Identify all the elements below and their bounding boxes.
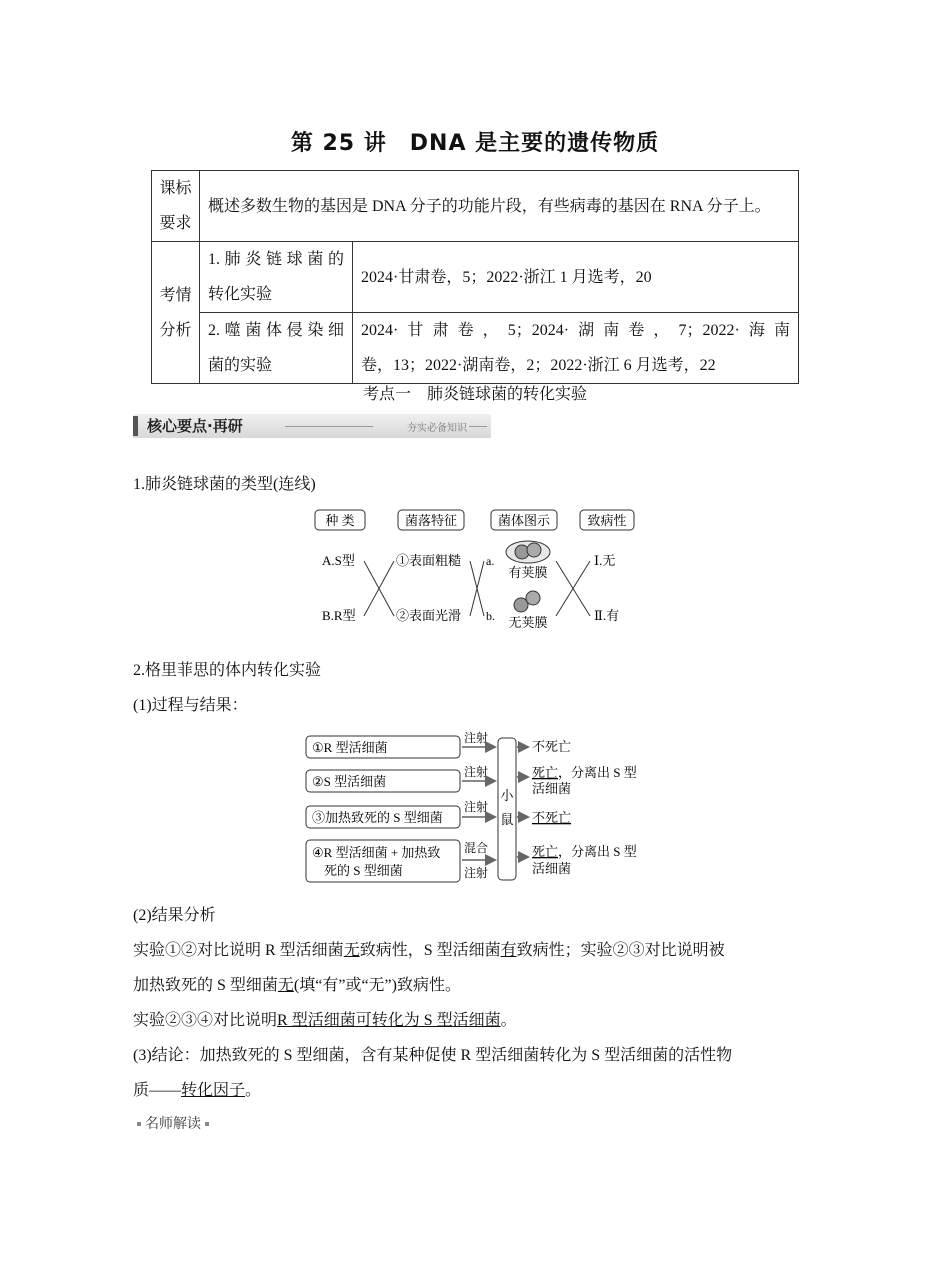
table-cell-topic-1: 2024·甘肃卷，5；2022·浙江 1 月选考，20 [353,242,799,313]
no-capsule-label: 无荚膜 [508,615,548,630]
matching-diagram [310,506,650,636]
mouse-label-1: 小 [500,788,514,803]
bar-label: 核心要点·再研 [147,417,243,435]
bacterium-icon [526,591,540,605]
colony-smooth: ②表面光滑 [396,608,462,623]
result-4-death: 死亡 [532,844,559,859]
table-cell-standards: 概述多数生物的基因是 DNA 分子的功能片段，有些病毒的基因在 RNA 分子上。 [200,171,799,242]
capsule-label: 有荚膜 [508,565,548,580]
item1-heading: 1.肺炎链球菌的类型(连线) [133,476,316,493]
griffith-diagram [302,728,662,886]
arrow-label: 混合 [464,841,489,855]
analysis-line-1: 实验①②对比说明 R 型活细菌无致病性，S 型活细菌有致病性；实验②③对比说明被 [133,942,725,959]
bullet-icon [137,1122,141,1126]
table-head-standards: 课标 要求 [152,171,200,242]
result-4-detail: ，分离出 S 型 [558,844,637,859]
result-3: 不死亡 [532,810,572,825]
bar-sublabel: 夯实必备知识 [407,423,467,434]
table-topic-2: 2.噬菌体侵染细 菌的实验 [200,313,353,384]
bar-rule [285,426,373,427]
analysis-line-3: 实验②③④对比说明R 型活细菌可转化为 S 型活细菌。 [133,1012,517,1029]
bar-marker [133,416,138,436]
col-header-colony: 菌落特征 [404,513,458,528]
arrow-label: 注射 [464,731,489,745]
mouse-box [498,738,516,880]
item2-heading: 2.格里菲思的体内转化实验 [133,662,322,679]
box-r-live-label: ①R 型活细菌 [312,740,388,755]
type-s: A.S型 [322,553,355,568]
teacher-note-heading: 名师解读 [133,1113,213,1133]
table-head-analysis: 考情 分析 [152,242,200,384]
standards-table [151,170,799,384]
box-mixed-label-1: ④R 型活细菌 + 加热致 [312,845,441,860]
bullet-icon [205,1122,209,1126]
type-r: B.R型 [322,608,356,623]
analysis-line-2: 加热致死的 S 型细菌无(填“有”或“无”)致病性。 [133,977,461,994]
section-title: 考点一 肺炎链球菌的转化实验 [362,386,587,403]
section-bar [133,414,491,438]
table-topic-1: 1.肺炎链球菌的 转化实验 [200,242,353,313]
result-1: 不死亡 [532,739,572,754]
conclusion-line-1: (3)结论：加热致死的 S 型细菌，含有某种促使 R 型活细菌转化为 S 型活细菌的活性物 [133,1047,733,1064]
col-header-image: 菌体图示 [497,513,551,528]
arrow-label: 注射 [464,866,489,880]
arrow-label: 注射 [464,800,489,814]
table-cell-topic-2: 2024·甘肃卷，5；2024·湖南卷，7；2022·海南 卷，13；2022·湖南卷，2；2022·浙江 6 月选考，22 [353,313,799,384]
bacterium-icon [527,543,541,557]
colony-rough: ①表面粗糙 [396,553,462,568]
pathogenicity-yes: Ⅱ.有 [594,608,620,623]
arrow-label: 注射 [464,765,489,779]
pathogenicity-none: Ⅰ.无 [594,553,616,568]
bar-rule-end [469,426,487,427]
item2-sub2: (2)结果分析 [133,907,216,924]
box-mixed-label-2: 死的 S 型细菌 [324,863,403,878]
page-title: 第 25 讲 DNA 是主要的遗传物质 [290,131,660,156]
col-header-pathogenicity: 致病性 [587,513,627,528]
mouse-label-2: 鼠 [500,812,514,827]
result-4-detail-2: 活细菌 [532,861,572,876]
box-s-heat-killed-label: ③加热致死的 S 型细菌 [312,810,443,825]
result-2-detail-2: 活细菌 [532,781,572,796]
col-header-type: 种 类 [325,513,355,528]
image-a-label: a. [486,554,495,568]
box-s-live-label: ②S 型活细菌 [312,774,387,789]
conclusion-line-2: 质——转化因子。 [133,1082,262,1099]
image-b-label: b. [486,609,495,623]
result-2-death: 死亡 [532,765,559,780]
result-2-detail: ，分离出 S 型 [558,765,637,780]
item2-sub1: (1)过程与结果： [133,697,248,714]
